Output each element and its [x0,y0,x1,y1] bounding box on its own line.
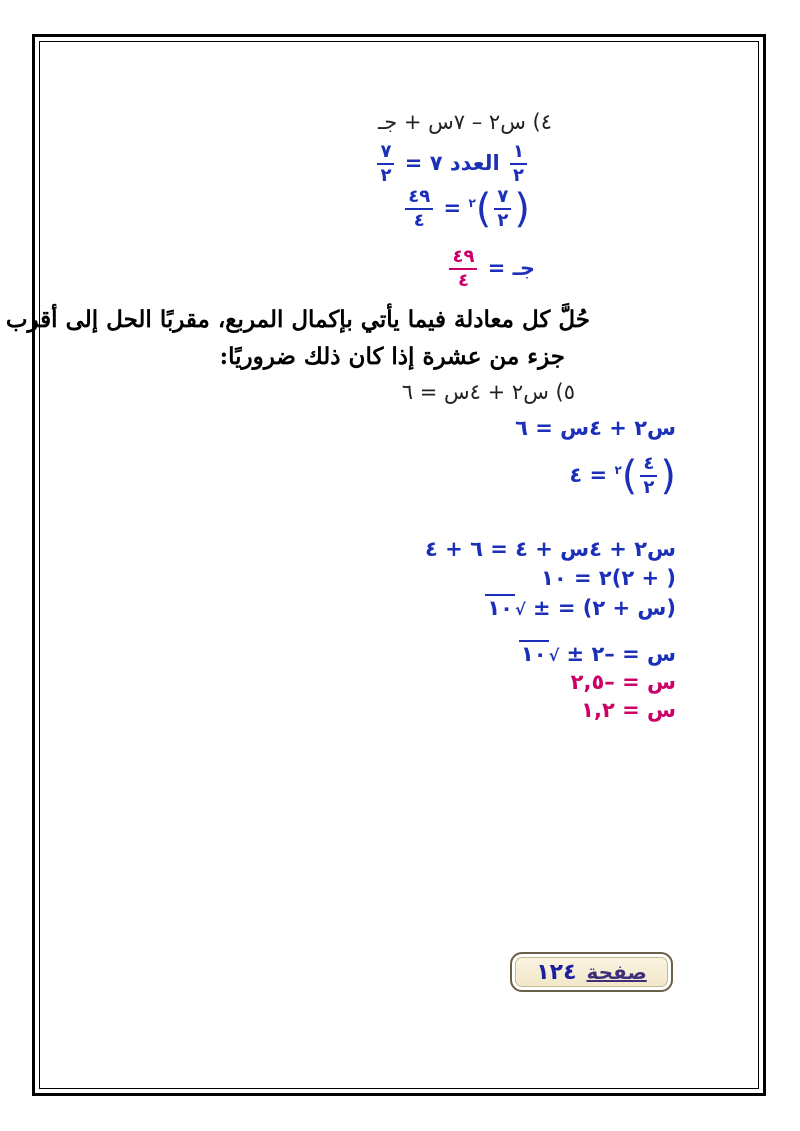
answer-fraction: $\frac{٤٩}{٤}$ [449,248,477,290]
problem-4-answer [446,248,535,290]
problem-5-line-5: (س + ٢) = ± √١٠ [487,596,676,620]
problem-4-equation: س٢ – ٧س + جـ [378,110,526,134]
half-fraction: $\frac{١}{٢}$ [510,143,527,185]
plus-minus-expression: (س + ٢) = ± [532,596,676,620]
problem-4-header [378,112,552,133]
problem-5-line-1: س٢ + ٤س = ٦ [515,416,676,440]
seven-over-two: $\frac{٧}{٢}$ [377,143,394,185]
page-number: ١٢٤ [536,959,577,985]
c-label: جـ = [487,256,535,280]
number-seven-label: العدد ٧ = [404,151,500,175]
equals-four: = ٤ [569,463,608,487]
problem-4-step-2: ( $\frac{٧}{٢}$ )$^٢$ = $\frac{٤٩}{٤}$ [402,188,530,230]
problem-5-equation: س٢ + ٤س = ٦ [401,380,549,404]
problem-5-header [402,382,575,403]
sqrt-ten: ١٠ [487,596,513,620]
sqrt-ten-2: ١٠ [520,642,547,666]
problem-5-line-2: ( $\frac{٤}{٢}$ )$^٢$ = ٤ [569,453,676,499]
seven-over-two-squared: $\frac{٧}{٢}$ [494,188,511,230]
problem-5-line-3: س٢ + ٤س + ٤ = ٦ + ٤ [425,537,676,561]
x-equals-expression: س = –٢ ± [566,642,676,666]
problem-5-line-8 [581,700,676,721]
fortynine-over-four: $\frac{٤٩}{٤}$ [405,188,433,230]
answer-2: س = ١,٢ [581,698,676,722]
problem-5-line-6: س = –٢ ± √١٠ [520,642,676,666]
instructions-line-2: جزء من عشرة إذا كان ذلك ضروريًا: [219,343,565,370]
page-label: صفحة [586,960,647,984]
problem-5-line-4: ( + ٢)٢ = ١٠ [541,566,676,590]
page-border-inner [39,41,759,1089]
page-number-badge [510,952,673,992]
problem-4-number: ٤) [532,110,552,134]
problem-5-number: ٥) [555,380,575,404]
answer-1: س = –٢,٥ [570,670,676,694]
problem-5-line-7 [571,672,676,693]
equals-sign: = [443,196,462,220]
instructions-line-1: حُلَّ كل معادلة فيما يأتي بإكمال المربع، مقربًا الحل إلى أقرب [5,306,590,333]
four-over-two: $\frac{٤}{٢}$ [640,455,657,497]
problem-4-step-1 [374,143,530,185]
